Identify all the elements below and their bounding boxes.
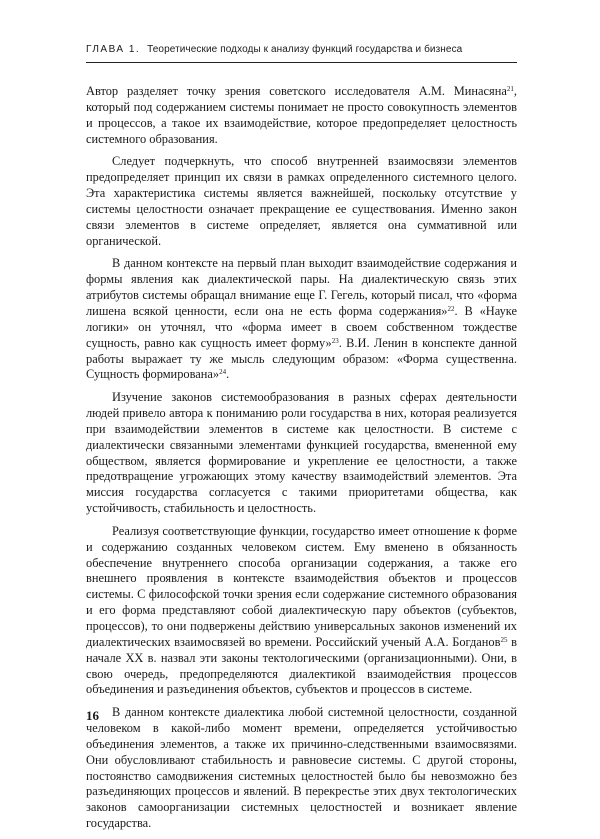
body-text [86,84,517,839]
text-run: . В «Науке логики» он уточнял, что «форма имеет в своем собственном тождестве сущность, равно как сущность имеет форму» [86,303,517,350]
paragraph [86,390,517,517]
footnote-ref: 25 [500,635,508,644]
text-run: В данном контексте диалектика любой системной целостности, созданной человеком в какой-либо момент времени, определяется устойчивостью объединения элементов, а также их причинно-следственными взаимосвязями. Они обусловливают стабильность и равновесие системы. С другой стороны, постоянство самодвижения системных целостностей было бы невозможно без разъединяющих процессов и явлений. В перекрестье этих двух тектологических законов самоорганизации системных целостностей и возникает явление государства. [86,705,517,831]
text-run: в начале XX в. назвал эти законы тектологическими (организационными). Они, в свою очередь, предопределяются диалектикой взаимодействия процессов объединения и разъединения объектов, субъектов и процессов в системе. [86,634,517,697]
text-run: Реализуя соответствующие функции, государство имеет отношение к форме и содержанию созданных человеком систем. Ему вменено в обязанность обеспечение внутреннего способа организации содержания, а также его внешнего проявления в контексте взаимодействия объектов и процессов системы. С философской точки зрения если содержание системного образования и его форма представляют собой диалектическую пару объектов (субъектов, процессов), то они подвержены действию универсальных законов изменений их диалектических взаимосвязей во времени. Российский ученый А.А. Богданов [86,523,517,649]
running-header [86,44,516,55]
chapter-title: Теоретические подходы к анализу функций государства и бизнеса [147,44,463,55]
text-run: , который под содержанием системы понимает не просто совокупность элементов и процессов, а такое их взаимодействие, которое предопределяет целостность системного образования. [86,84,517,146]
footnote-ref: 24 [219,368,227,377]
text-run: В данном контексте на первый план выходит взаимодействие содержания и формы явления как диалектической пары. На диалектическую связь этих атрибутов системы обращал внимание еще Г. Гегель, который писал, что «форма лишена всякой ценности, если она не есть форма содержания» [86,256,517,318]
paragraph [86,705,517,832]
text-run: Следует подчеркнуть, что способ внутренней взаимосвязи элементов предопределяет принцип их связи в рамках определенного системного целого. Эта характеристика системы является важнейшей, поскольку отсутствие у системы целостности означает прекращение ее существования. Именно закон связи элементов в системе определяет, является она суммативной или органической. [86,154,517,248]
text-run: . В.И. Ленин в конспекте данной работы выражает ту же мысль следующим образом: «Форма существенна. Сущность формирована» [86,335,517,382]
paragraph [86,524,517,698]
paragraph [86,256,517,383]
header-rule [86,62,517,63]
footnote-ref: 22 [447,304,455,313]
paragraph [86,84,517,147]
text-run: . [226,367,230,382]
page-number: 16 [86,708,99,723]
footnote-ref: 23 [331,336,339,345]
text-run: Автор разделяет точку зрения советского исследователя А.М. Минасяна [86,84,507,98]
chapter-label: ГЛАВА 1. [86,44,141,55]
footnote-ref: 21 [506,85,514,93]
paragraph [86,154,517,249]
text-run: Изучение законов системообразования в разных сферах деятельности людей привело автора к пониманию роли государства в них, которая реализуется при взаимодействии элементов в системе как целостности. В системе с диалектически связанными элементами функцией государства, вмененной ему обществом, является формирование и укрепление ее целостности, а также предотвращение угрожающих этому качеству взаимодействий элементов. Эта миссия государства согласуется с такими приоритетами общества, как устойчивость, стабильность и целостность. [86,390,517,516]
